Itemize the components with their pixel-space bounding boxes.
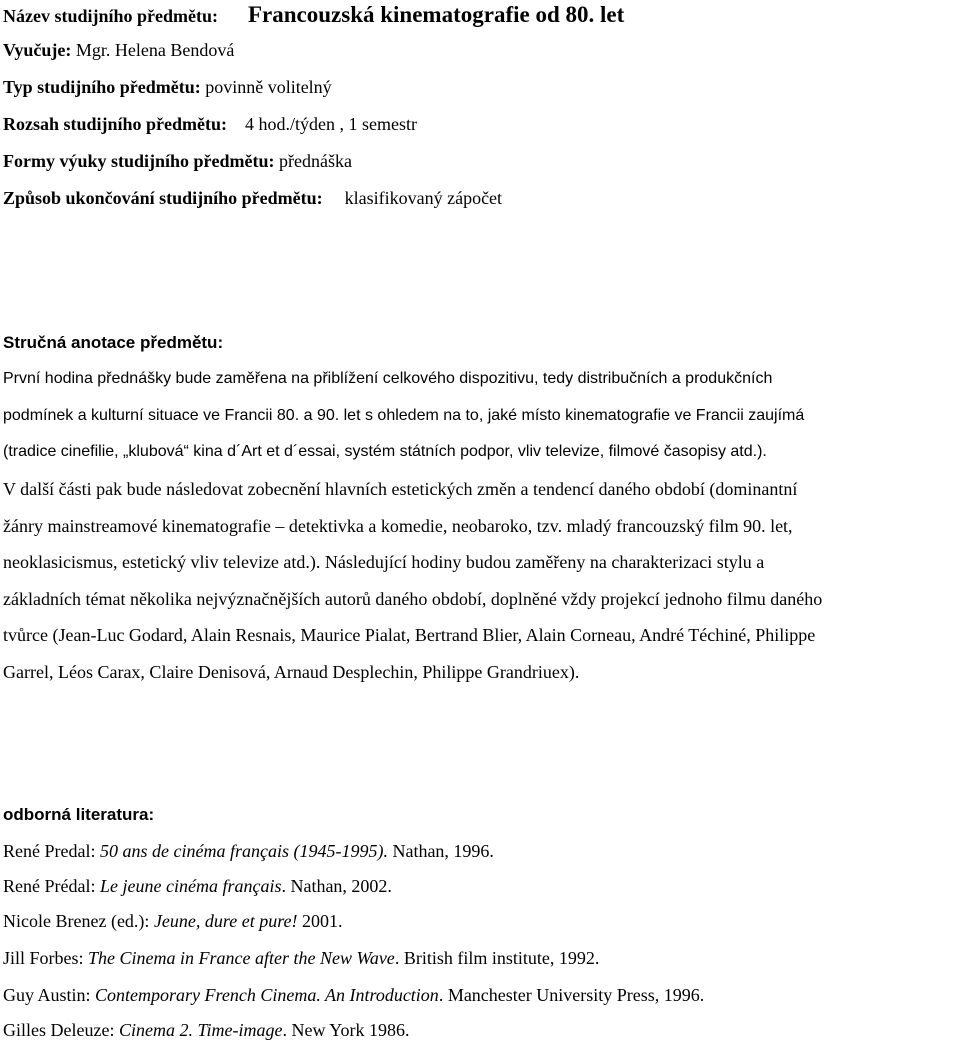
annotation-paragraph-sans: [3, 361, 955, 471]
literature-publisher: . Manchester University Press, 1996.: [438, 985, 705, 1005]
literature-publisher: . Nathan, 2002.: [281, 876, 392, 896]
annotation-line: Garrel, Léos Carax, Claire Denisová, Arnaud Desplechin, Philippe Grandriuex).: [3, 661, 580, 682]
literature-author: Jill Forbes:: [3, 948, 84, 968]
course-name-label: Název studijního předmětu:: [3, 6, 218, 26]
literature-heading: odborná literatura:: [3, 805, 155, 824]
annotation-line: neoklasicismus, estetický vliv televize atd.). Následující hodiny budou zaměřeny na charakterizaci stylu a: [3, 552, 765, 573]
literature-title: Jeune, dure et pure!: [153, 911, 298, 931]
completion-row: [3, 187, 502, 209]
forms-value: přednáška: [279, 151, 352, 171]
literature-item: [3, 1019, 409, 1041]
annotation-line: [3, 398, 955, 435]
annotation-line: První hodina přednášky bude zaměřena na přiblížení celkového dispozitivu, tedy distribučních a produkčních: [3, 370, 773, 387]
annotation-line-text: podmínek a kulturní situace ve Francii 80. a 90. let s ohledem na to, jaké místo kinematografie ve Francii zaujímá: [3, 406, 805, 424]
forms-label: Formy výuky studijního předmětu:: [3, 151, 275, 171]
annotation-line: V další části pak bude následovat zobecnění hlavních estetických změn a tendencí daného období (dominantní: [3, 479, 798, 499]
scope-value: 4 hod./týden , 1 semestr: [245, 114, 418, 134]
literature-item: [3, 947, 599, 969]
literature-title: The Cinema in France after the New Wave: [88, 948, 395, 968]
literature-author: Guy Austin:: [3, 985, 91, 1005]
annotation-line: základních témat několika nejvýznačnějších autorů daného období, doplněné vždy projekcí jednoho filmu daného: [3, 588, 823, 609]
forms-row: [3, 150, 352, 172]
literature-publisher: Nathan, 1996.: [392, 841, 494, 861]
annotation-line: (tradice cinefilie, „klubová“ kina d´Art et d´essai, systém státních podpor, vliv televize, filmové časopisy atd.).: [3, 443, 767, 461]
annotation-heading: Stručná anotace předmětu:: [3, 333, 224, 352]
literature-item: [3, 875, 392, 897]
literature-title: 50 ans de cinéma français (1945-1995).: [99, 841, 388, 861]
completion-label: Způsob ukončování studijního předmětu:: [3, 188, 323, 208]
teacher-value: Mgr. Helena Bendová: [75, 40, 235, 60]
literature-item: [3, 910, 343, 932]
scope-label: Rozsah studijního předmětu:: [3, 114, 228, 134]
type-label: Typ studijního předmětu:: [3, 77, 201, 97]
type-row: [3, 76, 332, 98]
annotation-paragraph-serif: [3, 471, 955, 691]
literature-item: [3, 840, 494, 862]
literature-title: Contemporary French Cinema. An Introduction: [95, 985, 439, 1005]
type-value: povinně volitelný: [205, 77, 332, 97]
literature-publisher: 2001.: [302, 911, 343, 931]
literature-title: Cinema 2. Time-image: [118, 1020, 283, 1040]
literature-author: Gilles Deleuze:: [3, 1020, 115, 1040]
literature-title: Le jeune cinéma français: [99, 876, 282, 896]
course-name-row: [3, 4, 624, 27]
literature-author: René Predal:: [3, 841, 96, 861]
literature-publisher: . British film institute, 1992.: [394, 948, 600, 968]
annotation-line: tvůrce (Jean-Luc Godard, Alain Resnais, Maurice Pialat, Bertrand Blier, Alain Corneau, André Téchiné, Philippe: [3, 625, 816, 646]
course-name-value: Francouzská kinematografie od 80. let: [248, 2, 625, 27]
scope-row: [3, 113, 417, 135]
completion-value: klasifikovaný zápočet: [344, 188, 503, 208]
annotation-line: žánry mainstreamové kinematografie – detektivka a komedie, neobaroko, tzv. mladý francouzský film 90. let,: [3, 515, 793, 536]
literature-author: René Prédal:: [3, 876, 96, 896]
teacher-row: [3, 39, 234, 61]
literature-item: [3, 984, 704, 1006]
literature-author: Nicole Brenez (ed.):: [3, 911, 150, 931]
literature-publisher: . New York 1986.: [282, 1020, 410, 1040]
teacher-label: Vyučuje:: [3, 40, 72, 60]
